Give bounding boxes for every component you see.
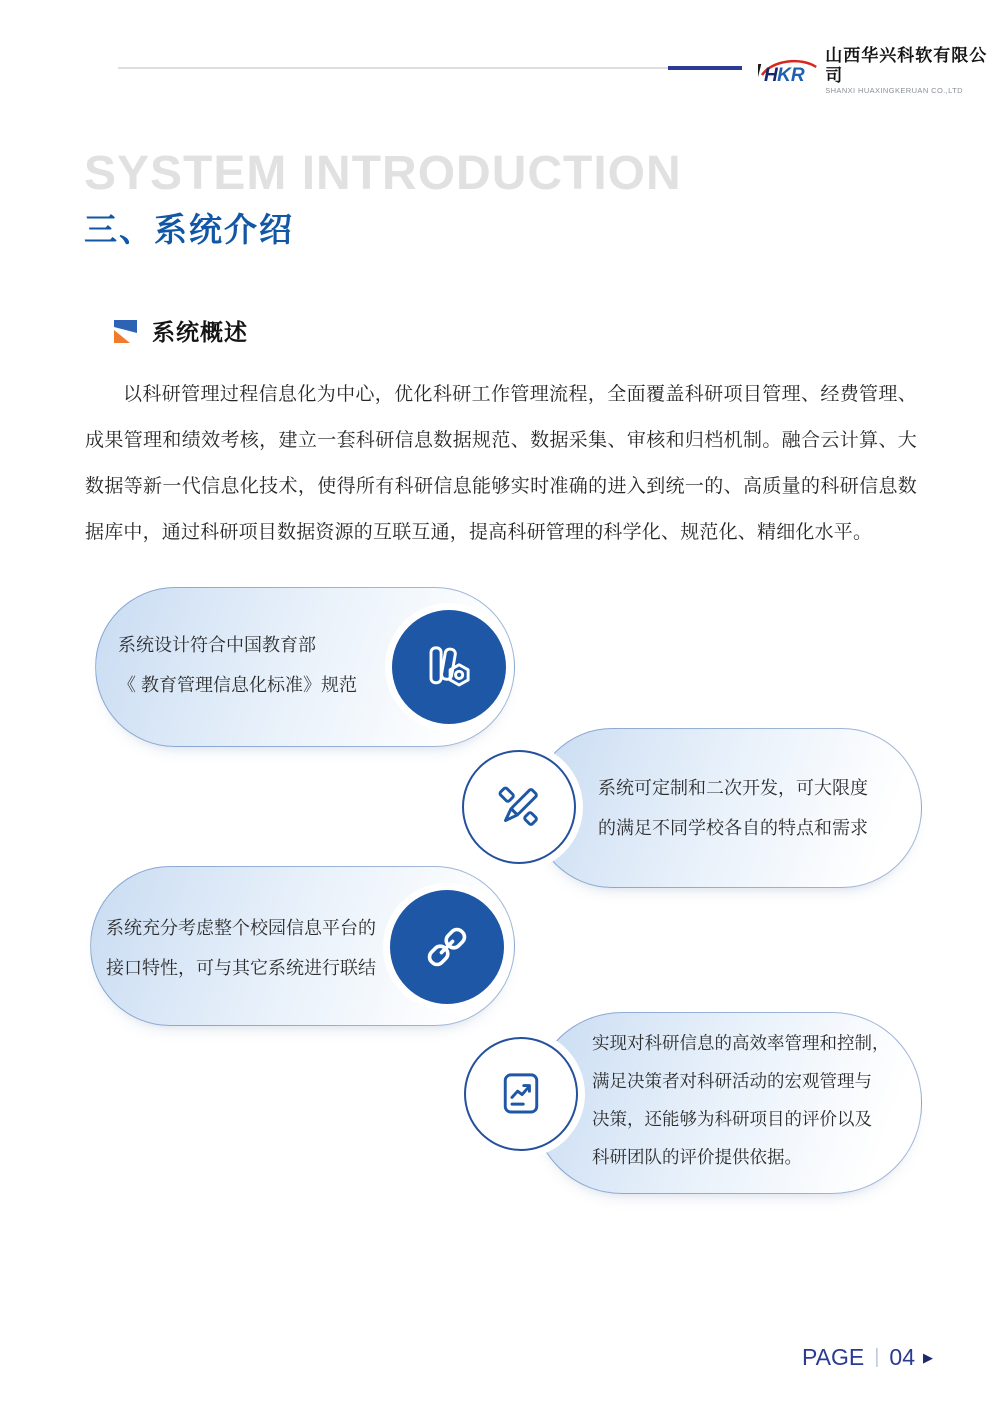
page-title: 三、系统介绍 bbox=[84, 211, 294, 248]
footer-page-number: 04 bbox=[889, 1344, 916, 1370]
feature-circle-3 bbox=[390, 890, 504, 1004]
company-name-en: SHANXI HUAXINGKERUAN CO.,LTD bbox=[825, 86, 963, 96]
feature-text-1 bbox=[118, 625, 357, 705]
feature-text-4 bbox=[592, 1024, 890, 1176]
header-rule-blue bbox=[668, 66, 742, 70]
footer-separator: | bbox=[874, 1346, 880, 1368]
feature-text-3 bbox=[106, 908, 376, 988]
overview-paragraph: 以科研管理过程信息化为中心，优化科研工作管理流程，全面覆盖科研项目管理、经费管理、成果管理和绩效考核，建立一套科研信息数据规范、数据采集、审核和归档机制。融合云计算、大数据等新一代信息化技术，使得所有科研信息能够实时准确的进入到统一的、高质量的科研信息数据库中，通过科研项目数据资源的互联互通，提高科研管理的科学化、规范化、精细化水平。 bbox=[85, 384, 917, 543]
company-name-cn: 山西华兴科软有限公司 bbox=[825, 46, 988, 85]
feature-3-line-2: 接口特性，可与其它系统进行联结 bbox=[106, 958, 376, 978]
svg-text:KR: KR bbox=[777, 64, 805, 86]
watermark-title: SYSTEM INTRODUCTION bbox=[84, 147, 682, 200]
chain-link-icon bbox=[420, 920, 474, 974]
feature-4-line-1: 实现对科研信息的高效率管理和控制， bbox=[592, 1033, 890, 1053]
footer-page-label: PAGE bbox=[802, 1344, 865, 1370]
feature-circle-2 bbox=[462, 750, 576, 864]
feature-1-line-1: 系统设计符合中国教育部 bbox=[118, 635, 316, 655]
section-heading bbox=[112, 314, 248, 347]
feature-2-line-2: 的满足不同学校各自的特点和需求 bbox=[598, 818, 868, 838]
company-names bbox=[825, 46, 1000, 96]
feature-1-line-2: 《 教育管理信息化标准》规范 bbox=[118, 675, 357, 695]
company-logo bbox=[758, 46, 1000, 96]
feature-circle-4 bbox=[464, 1037, 578, 1151]
pens-customization-icon bbox=[492, 780, 546, 834]
feature-circle-1 bbox=[392, 610, 506, 724]
feature-4-line-4: 科研团队的评价提供依据。 bbox=[592, 1147, 802, 1167]
svg-text:H: H bbox=[764, 64, 778, 86]
ribbon-bullet-icon bbox=[112, 317, 140, 345]
feature-4-line-3: 决策，还能够为科研项目的评价以及 bbox=[592, 1109, 872, 1129]
chart-trend-icon bbox=[494, 1067, 548, 1121]
hkr-logo-icon bbox=[758, 48, 818, 94]
footer-arrow-icon: ▶ bbox=[923, 1349, 934, 1365]
feature-2-line-1: 系统可定制和二次开发，可大限度 bbox=[598, 778, 868, 798]
feature-3-line-1: 系统充分考虑整个校园信息平台的 bbox=[106, 918, 376, 938]
header-rule-gray bbox=[118, 67, 670, 69]
books-standard-icon bbox=[422, 640, 476, 694]
page-footer bbox=[802, 1344, 933, 1371]
feature-4-line-2: 满足决策者对科研活动的宏观管理与 bbox=[592, 1071, 872, 1091]
feature-text-2 bbox=[598, 768, 868, 848]
section-title: 系统概述 bbox=[152, 319, 248, 345]
